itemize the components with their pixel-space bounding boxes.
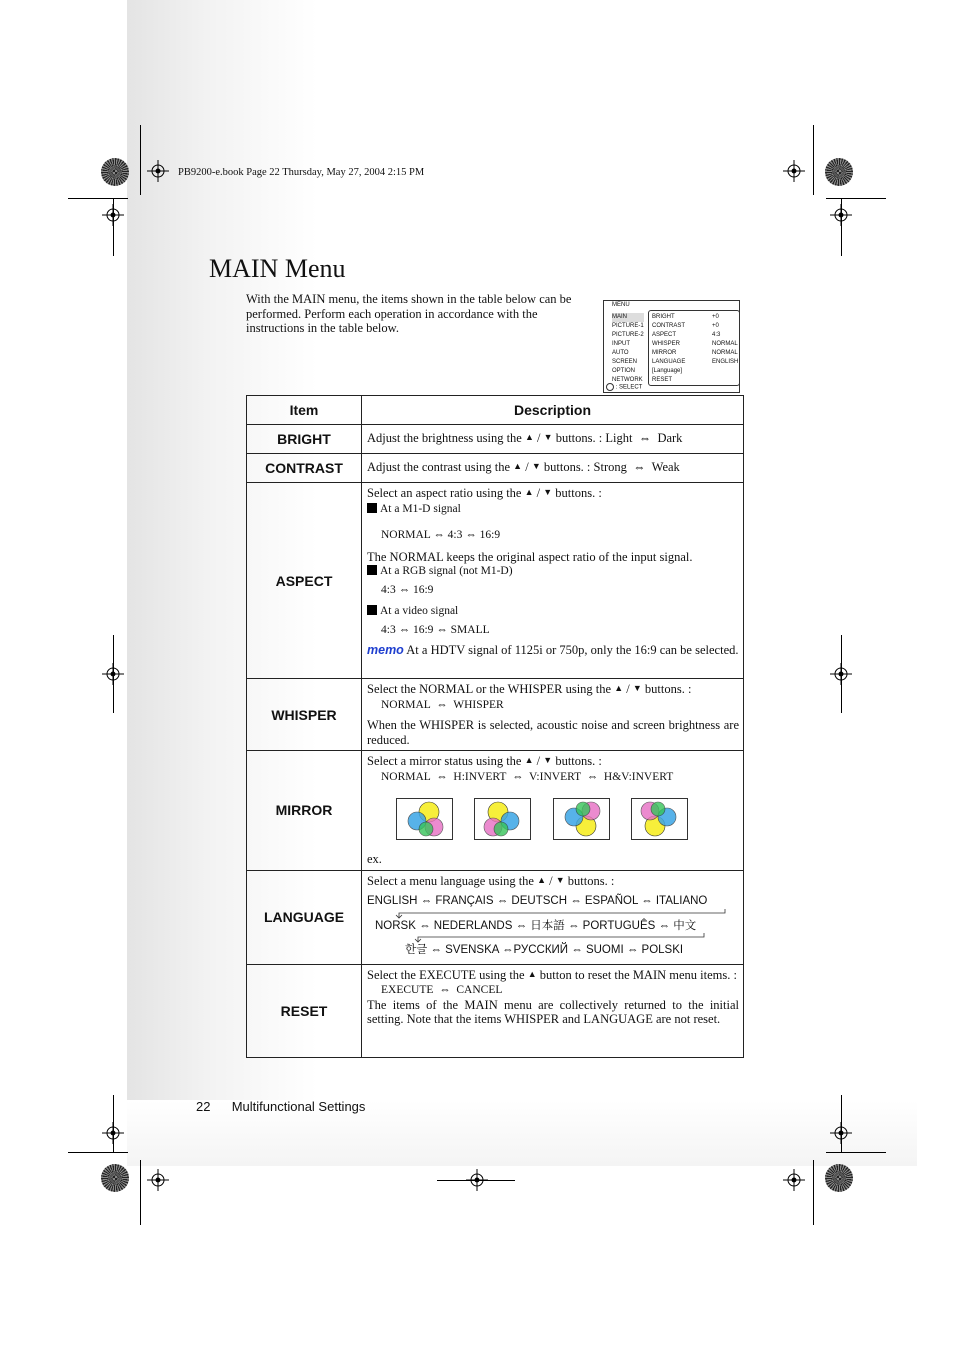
- item-label: LANGUAGE: [247, 870, 362, 964]
- option-text: NORMAL: [381, 770, 431, 783]
- osd-footer: [606, 383, 642, 391]
- desc-text: buttons. :: [567, 873, 615, 888]
- down-arrow-icon: ▼: [632, 683, 642, 693]
- table-row-reset: [247, 964, 744, 1057]
- language-row: NORSK ⇔ NEDERLANDS ⇔ 日本語 ⇔ PORTUGUÊS ⇔ 中文: [375, 919, 697, 932]
- color-disc-icon: [825, 1164, 853, 1192]
- page-number: 22: [196, 1099, 211, 1114]
- item-label: ASPECT: [247, 483, 362, 679]
- crop-mark: [813, 125, 814, 195]
- osd-item: BRIGHT: [652, 314, 675, 320]
- item-description: Select a menu language using the ▲ / ▼ buttons. : ENGLISH ⇔ FRANÇAIS ⇔ DEUTSCH ⇔ ESPAÑOL ⇔ ITALIANO NORSK ⇔ NEDERLANDS ⇔ 日本語 ⇔ PORTUGUÊS ⇔ 中文 한글 ⇔ SVENSKA ⇔РУССКИЙ ⇔ SUOMI ⇔ POLSKI: [362, 870, 744, 964]
- item-description: Adjust the brightness using the ▲ / ▼ buttons. : Light ⇔ Dark: [362, 425, 744, 454]
- down-arrow-icon: ▼: [543, 487, 553, 497]
- down-arrow-icon: ▼: [543, 432, 553, 442]
- color-disc-icon: [825, 158, 853, 186]
- bullet-square-icon: [367, 565, 377, 575]
- osd-left-item: AUTO: [612, 350, 629, 356]
- up-arrow-icon: ▲: [527, 968, 537, 979]
- color-disc-icon: [101, 1164, 129, 1192]
- registration-mark-icon: [147, 160, 169, 182]
- desc-text: buttons. : Strong: [543, 460, 627, 474]
- down-arrow-icon: ▼: [531, 461, 541, 471]
- osd-item: WHISPER: [652, 341, 681, 347]
- language-row: 한글 ⇔ SVENSKA ⇔РУССКИЙ ⇔ SUOMI ⇔ POLSKI: [405, 944, 684, 956]
- page-footer: [196, 1099, 365, 1114]
- osd-item: LANGUAGE: [652, 359, 686, 365]
- mirror-hv-invert-image: [631, 798, 688, 840]
- column-header-description: Description: [362, 396, 744, 425]
- table-row-whisper: [247, 679, 744, 751]
- wrap-arrow-icon: [414, 933, 774, 943]
- mirror-v-invert-image: [553, 798, 610, 840]
- osd-left-item: PICTURE-1: [612, 323, 644, 329]
- osd-left-item: NETWORK: [612, 377, 643, 383]
- desc-text: Weak: [651, 460, 680, 474]
- option-text: 4:3: [381, 583, 396, 596]
- memo-text: At a HDTV signal of 1125i or 750p, only the 16:9 can be selected.: [406, 643, 739, 657]
- crop-mark: [826, 1152, 886, 1153]
- item-description: Select a mirror status using the ▲ / ▼ buttons. : NORMAL ⇔ H:INVERT ⇔ V:INVERT ⇔ H&V:INVERT ex.: [362, 751, 744, 871]
- osd-left-item: SCREEN: [612, 359, 638, 365]
- desc-text: Select the NORMAL or the WHISPER using the: [367, 682, 612, 696]
- item-description: Select the NORMAL or the WHISPER using the ▲ / ▼ buttons. : NORMAL ⇔ WHISPER When the WHISPER is selected, acoustic noise and screen brightness are reduced.: [362, 679, 744, 751]
- desc-text: Select an aspect ratio using the: [367, 486, 522, 500]
- registration-mark-icon: [147, 1169, 169, 1191]
- item-label: RESET: [247, 964, 362, 1057]
- item-description: Adjust the contrast using the ▲ / ▼ buttons. : Strong ⇔ Weak: [362, 454, 744, 483]
- desc-text: Select a mirror status using the: [367, 754, 522, 768]
- up-arrow-icon: ▲: [524, 755, 534, 765]
- bullet-text: At a RGB signal (not M1-D): [380, 565, 513, 577]
- item-label: BRIGHT: [247, 425, 362, 454]
- desc-text: ex.: [367, 852, 382, 866]
- option-text: 16:9: [412, 623, 434, 636]
- option-text: 16:9: [412, 583, 434, 596]
- osd-left-item: OPTION: [612, 368, 636, 374]
- osd-value: 4:3: [712, 332, 721, 338]
- table-row-bright: [247, 425, 744, 454]
- table-header-row: [247, 396, 744, 425]
- table-row-mirror: [247, 751, 744, 871]
- wrap-arrow-icon: [395, 909, 755, 919]
- crop-mark: [68, 198, 128, 199]
- osd-item: ASPECT: [652, 332, 677, 338]
- option-text: NORMAL: [381, 529, 431, 541]
- osd-item: RESET: [652, 377, 673, 383]
- up-arrow-icon: ▲: [524, 432, 534, 442]
- osd-left-item: MAIN: [612, 313, 644, 322]
- desc-text: Dark: [657, 431, 683, 445]
- desc-text: buttons. :: [555, 754, 602, 768]
- memo-label: memo: [367, 643, 404, 657]
- desc-text: When the WHISPER is selected, acoustic noise and screen brightness are reduced.: [367, 718, 739, 747]
- table-row-language: [247, 870, 744, 964]
- option-text: H:INVERT: [453, 770, 507, 783]
- item-description: Select an aspect ratio using the ▲ / ▼ buttons. : At a M1-D signal NORMAL ⇔ 4:3 ⇔ 16:9 The NORMAL keeps the original aspect ratio of the input signal. At a RGB signal (not M1-D) 4:3 ⇔ 16:9 At a video signal 4:3 ⇔ 16:9 ⇔ SMALL memo At a HDTV signal of 1125i or 750p, only the 16:9 can be selected.: [362, 483, 744, 679]
- language-row: ENGLISH ⇔ FRANÇAIS ⇔ DEUTSCH ⇔ ESPAÑOL ⇔ ITALIANO: [367, 895, 708, 907]
- osd-footer-text: : SELECT: [615, 384, 643, 391]
- desc-text: The NORMAL keeps the original aspect ratio of the input signal.: [367, 549, 693, 564]
- option-text: WHISPER: [453, 698, 504, 711]
- registration-mark-icon: [830, 204, 852, 226]
- osd-value: ENGLISH: [712, 359, 739, 365]
- registration-mark-icon: [102, 663, 124, 685]
- mirror-normal-image: [396, 798, 453, 840]
- option-text: CANCEL: [456, 984, 503, 996]
- registration-mark-icon: [783, 1169, 805, 1191]
- osd-left-list: [612, 313, 644, 385]
- column-header-item: Item: [247, 396, 362, 425]
- bullet-square-icon: [367, 605, 377, 615]
- desc-text: Select the EXECUTE using the: [367, 967, 525, 982]
- osd-item: MIRROR: [652, 350, 677, 356]
- registration-mark-icon: [783, 160, 805, 182]
- item-label: CONTRAST: [247, 454, 362, 483]
- registration-mark-icon: [830, 1122, 852, 1144]
- osd-value: +0: [712, 323, 719, 329]
- page-title: MAIN Menu: [209, 254, 346, 283]
- print-header: PB9200-e.book Page 22 Thursday, May 27, 2004 2:15 PM: [178, 167, 425, 178]
- down-arrow-icon: ▼: [555, 874, 565, 885]
- table-row-aspect: [247, 483, 744, 679]
- main-menu-table: [246, 395, 744, 1058]
- section-name: Multifunctional Settings: [231, 1099, 366, 1114]
- desc-text: Select a menu language using the: [367, 873, 534, 888]
- desc-text: Adjust the brightness using the: [367, 431, 522, 445]
- osd-left-item: INPUT: [612, 341, 630, 347]
- osd-value: NORMAL: [712, 341, 738, 347]
- up-arrow-icon: ▲: [524, 487, 534, 497]
- bullet-text: At a M1-D signal: [380, 502, 461, 515]
- bidirectional-arrow-icon: ⇔: [638, 431, 652, 445]
- mirror-h-invert-image: [474, 798, 531, 840]
- bullet-text: At a video signal: [380, 605, 459, 617]
- down-arrow-icon: ▼: [543, 755, 553, 765]
- registration-mark-icon: [466, 1169, 488, 1191]
- osd-value: NORMAL: [712, 350, 738, 356]
- crop-mark: [140, 1160, 141, 1225]
- crop-mark: [826, 198, 886, 199]
- option-text: NORMAL: [381, 698, 431, 711]
- osd-value-list: [712, 313, 738, 367]
- crop-mark: [813, 1160, 814, 1225]
- option-text: 4:3: [447, 529, 463, 541]
- osd-title: MENU: [612, 302, 630, 308]
- osd-item-list: [652, 313, 685, 385]
- option-text: SMALL: [450, 623, 490, 636]
- up-arrow-icon: ▲: [614, 683, 624, 693]
- table-row-contrast: [247, 454, 744, 483]
- osd-menu-illustration: [603, 300, 740, 393]
- desc-text: button to reset the MAIN menu items. :: [539, 967, 737, 982]
- option-text: H&V:INVERT: [603, 770, 674, 783]
- desc-text: Adjust the contrast using the: [367, 460, 511, 474]
- osd-item: CONTRAST: [652, 323, 685, 329]
- item-description: Select the EXECUTE using the ▲ button to reset the MAIN menu items. : EXECUTE ⇔ CANCEL The items of the MAIN menu are collectively returned to the initial setting. Note that the items WHISPER and LANGUAGE are not reset.: [362, 964, 744, 1057]
- option-text: V:INVERT: [528, 770, 581, 783]
- mirror-examples: [367, 798, 739, 848]
- crop-mark: [140, 125, 141, 195]
- osd-item: [Language]: [652, 368, 683, 374]
- osd-left-item: PICTURE-2: [612, 332, 644, 338]
- crop-mark: [68, 1152, 128, 1153]
- item-label: MIRROR: [247, 751, 362, 871]
- select-button-icon: [606, 383, 614, 391]
- registration-mark-icon: [102, 204, 124, 226]
- bidirectional-arrow-icon: ⇔: [633, 460, 646, 474]
- up-arrow-icon: ▲: [513, 461, 523, 471]
- bullet-square-icon: [367, 503, 377, 513]
- osd-value: +0: [712, 314, 719, 320]
- intro-paragraph: With the MAIN menu, the items shown in the table below can be performed. Perform each operation in accordance with the instructions in the table below.: [246, 292, 572, 335]
- option-text: EXECUTE: [381, 984, 434, 996]
- registration-mark-icon: [102, 1122, 124, 1144]
- up-arrow-icon: ▲: [537, 874, 547, 885]
- color-disc-icon: [101, 158, 129, 186]
- desc-text: The items of the MAIN menu are collectively returned to the initial setting. Note that the items WHISPER and LANGUAGE are not reset.: [367, 997, 739, 1026]
- option-text: 16:9: [479, 529, 501, 541]
- option-text: 4:3: [381, 623, 396, 636]
- item-label: WHISPER: [247, 679, 362, 751]
- desc-text: buttons. :: [555, 486, 602, 500]
- desc-text: buttons. : Light: [555, 431, 633, 445]
- registration-mark-icon: [830, 663, 852, 685]
- desc-text: buttons. :: [644, 682, 692, 696]
